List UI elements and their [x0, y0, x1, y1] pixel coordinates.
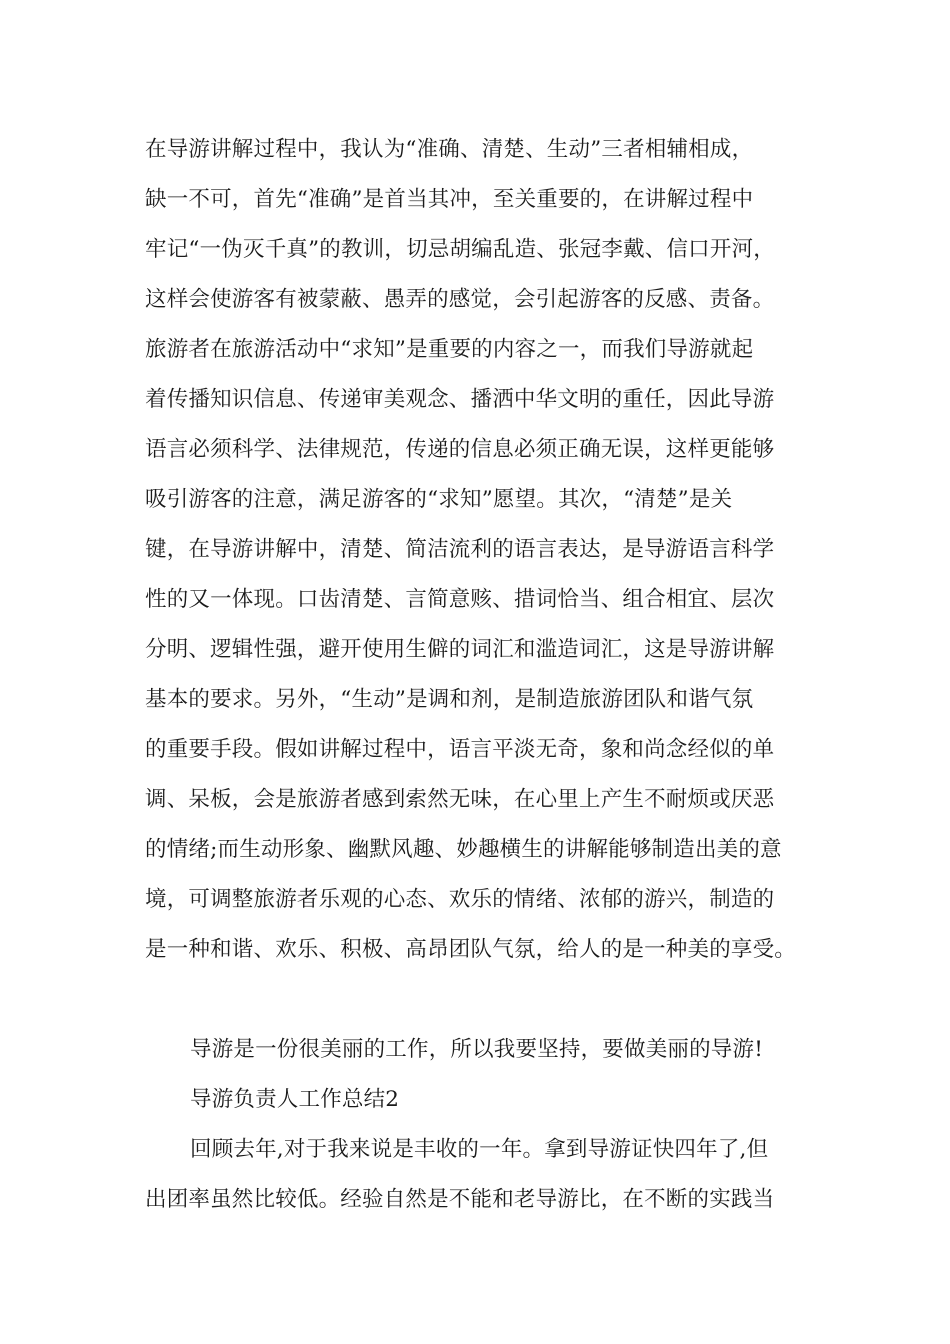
paragraph-line: 性的又一体现。口齿清楚、言简意赅、措词恰当、组合相宜、层次 — [145, 587, 775, 612]
paragraph-line: 吸引游客的注意，满足游客的“求知”愿望。其次，“清楚”是关 — [145, 487, 733, 512]
paragraph-line: 牢记“一伪灭千真”的教训，切忌胡编乱造、张冠李戴、信口开河， — [145, 237, 775, 262]
paragraph-line: 基本的要求。另外，“生动”是调和剂，是制造旅游团队和谐气氛 — [145, 687, 754, 712]
paragraph-line: 在导游讲解过程中，我认为“准确、清楚、生动”三者相辅相成， — [145, 137, 754, 162]
paragraph-line: 回顾去年,对于我来说是丰收的一年。拿到导游证快四年了,但 — [190, 1137, 769, 1162]
paragraph-line: 语言必须科学、法律规范，传递的信息必须正确无误，这样更能够 — [145, 437, 775, 462]
paragraph-line: 键，在导游讲解中，清楚、简洁流利的语言表达，是导游语言科学 — [145, 537, 775, 562]
paragraph-line: 分明、逻辑性强，避开使用生僻的词汇和滥造词汇，这是导游讲解 — [145, 637, 775, 662]
section-heading: 导游负责人工作总结2 — [190, 1087, 400, 1112]
paragraph-line: 出团率虽然比较低。经验自然是不能和老导游比，在不断的实践当 — [145, 1187, 775, 1212]
paragraph-line: 导游是一份很美丽的工作，所以我要坚持，要做美丽的导游! — [190, 1037, 764, 1062]
paragraph-line: 的重要手段。假如讲解过程中，语言平淡无奇，象和尚念经似的单 — [145, 737, 775, 762]
paragraph-line: 着传播知识信息、传递审美观念、播洒中华文明的重任，因此导游 — [145, 387, 775, 412]
paragraph-line: 境，可调整旅游者乐观的心态、欢乐的情绪、浓郁的游兴，制造的 — [145, 887, 775, 912]
paragraph-line: 调、呆板，会是旅游者感到索然无味，在心里上产生不耐烦或厌恶 — [145, 787, 775, 812]
paragraph-line: 这样会使游客有被蒙蔽、愚弄的感觉，会引起游客的反感、责备。 — [145, 287, 775, 312]
paragraph-line: 的情绪;而生动形象、幽默风趣、妙趣横生的讲解能够制造出美的意 — [145, 837, 782, 862]
paragraph-line: 是一种和谐、欢乐、积极、高昂团队气氛，给人的是一种美的享受。 — [145, 937, 797, 962]
paragraph-line: 旅游者在旅游活动中“求知”是重要的内容之一，而我们导游就起 — [145, 337, 754, 362]
paragraph-line: 缺一不可，首先“准确”是首当其冲，至关重要的，在讲解过程中 — [145, 187, 754, 212]
